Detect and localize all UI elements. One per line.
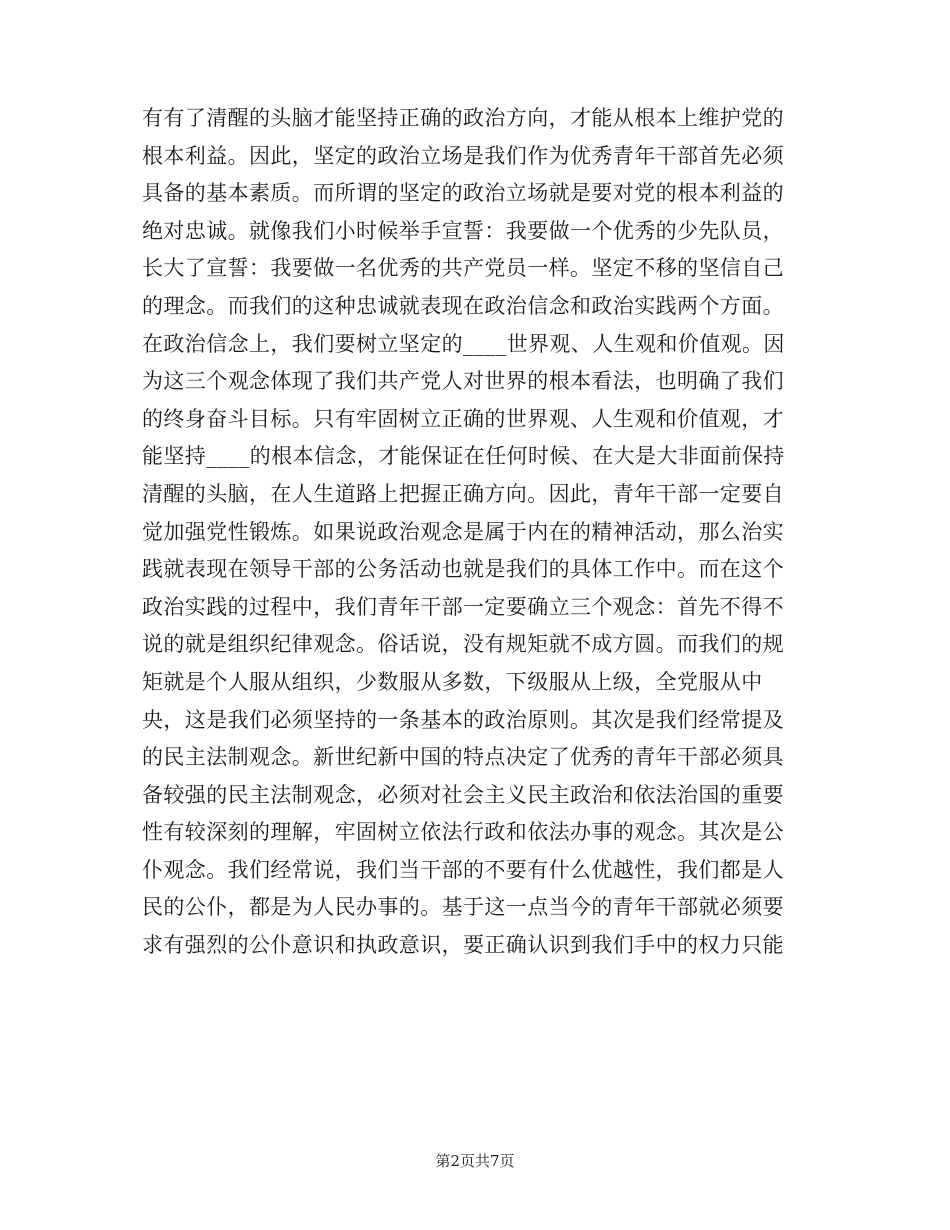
text-line: 在政治信念上，我们要树立坚定的____世界观、人生观和价值观。因 bbox=[142, 331, 785, 356]
text-line: 性有较深刻的理解，牢固树立依法行政和依法办事的观念。其次是公 bbox=[142, 820, 784, 845]
text-line: 央，这是我们必须坚持的一条基本的政治原则。其次是我们经常提及 bbox=[142, 707, 784, 732]
text-line: 矩就是个人服从组织，少数服从多数，下级服从上级，全党服从中 bbox=[142, 669, 763, 694]
text-line: 政治实践的过程中，我们青年干部一定要确立三个观念：首先不得不 bbox=[142, 594, 784, 619]
text-line: 绝对忠诚。就像我们小时候举手宣誓：我要做一个优秀的少先队员， bbox=[142, 218, 784, 243]
text-line: 长大了宣誓：我要做一名优秀的共产党员一样。坚定不移的坚信自己 bbox=[142, 256, 784, 281]
text-line: 具备的基本素质。而所谓的坚定的政治立场就是要对党的根本利益的 bbox=[142, 181, 784, 206]
text-line: 说的就是组织纪律观念。俗话说，没有规矩就不成方圆。而我们的规 bbox=[142, 632, 784, 657]
text-line: 有有了清醒的头脑才能坚持正确的政治方向，才能从根本上维护党的 bbox=[142, 106, 784, 130]
text-line: 践就表现在领导干部的公务活动也就是我们的具体工作中。而在这个 bbox=[142, 557, 784, 582]
page-footer: 第2页共7页 bbox=[435, 1152, 515, 1170]
text-line: 民的公仆，都是为人民办事的。基于这一点当今的青年干部就必须要 bbox=[142, 895, 784, 920]
body-text bbox=[142, 100, 812, 965]
text-line: 的理念。而我们的这种忠诚就表现在政治信念和政治实践两个方面。 bbox=[142, 293, 784, 318]
text-line: 仆观念。我们经常说，我们当干部的不要有什么优越性，我们都是人 bbox=[142, 857, 784, 882]
text-line: 能坚持____的根本信念，才能保证在任何时候、在大是大非面前保持 bbox=[142, 444, 785, 469]
text-line: 备较强的民主法制观念，必须对社会主义民主政治和依法治国的重要 bbox=[142, 782, 784, 807]
text-line: 的民主法制观念。新世纪新中国的特点决定了优秀的青年干部必须具 bbox=[142, 745, 784, 770]
text-line: 为这三个观念体现了我们共产党人对世界的根本看法，也明确了我们 bbox=[142, 369, 784, 394]
text-line: 清醒的头脑，在人生道路上把握正确方向。因此，青年干部一定要自 bbox=[142, 481, 784, 506]
text-line: 求有强烈的公仆意识和执政意识，要正确认识到我们手中的权力只能 bbox=[142, 933, 784, 958]
text-line: 的终身奋斗目标。只有牢固树立正确的世界观、人生观和价值观，才 bbox=[142, 406, 784, 431]
text-line: 根本利益。因此，坚定的政治立场是我们作为优秀青年干部首先必须 bbox=[142, 143, 784, 168]
text-line: 觉加强党性锻炼。如果说政治观念是属于内在的精神活动，那么治实 bbox=[142, 519, 784, 544]
